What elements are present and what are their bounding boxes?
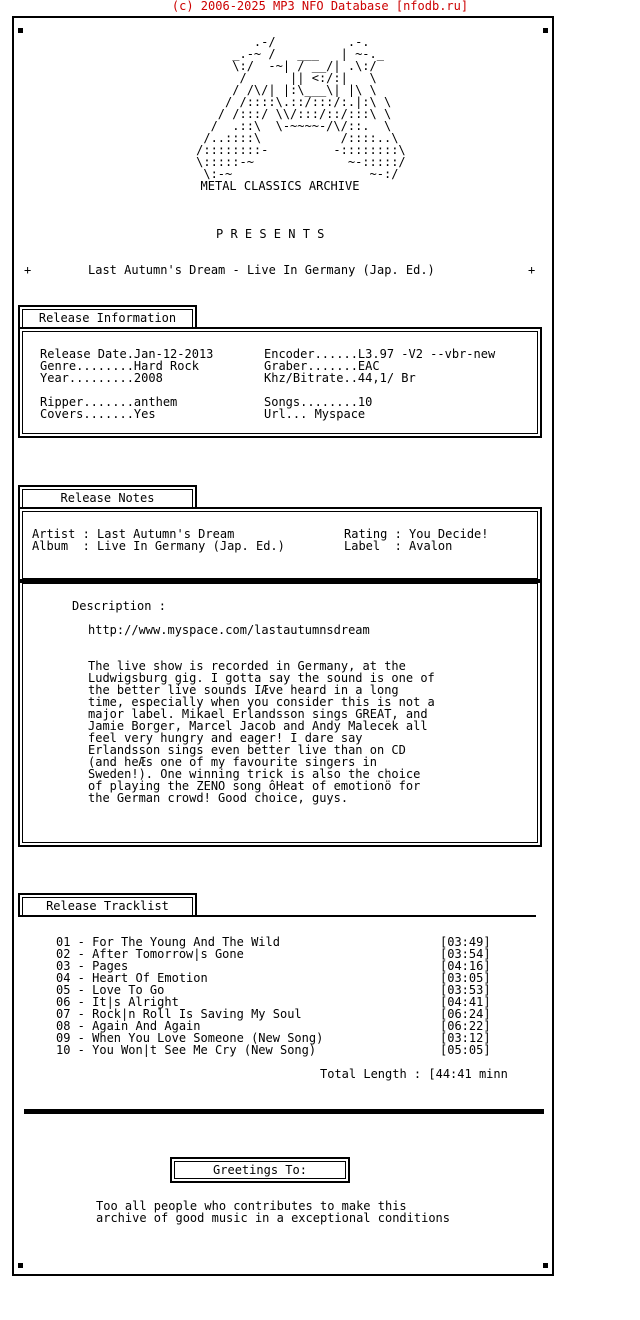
tracklist-tab [18, 893, 197, 917]
greetings-text [96, 1200, 450, 1224]
track-time: [04:41] [440, 995, 491, 1009]
info-line: Graber.......EAC [264, 359, 380, 373]
release-title: Last Autumn's Dream - Live In Germany (Jap. Ed.) [88, 263, 435, 277]
ascii-logo [160, 36, 410, 180]
logo-line: \:-~ ~-:/ [160, 167, 399, 181]
description-line: Jamie Borger, Marcel Jacob and Andy Malecek all [88, 719, 428, 733]
track-time: [03:54] [440, 947, 491, 961]
logo-line: / /:::/ \\/:::/::/:::\ \ [160, 107, 392, 121]
description-line: major label. Mikael Erlandsson sings GREAT, and [88, 707, 428, 721]
section-divider [24, 1109, 544, 1114]
tracklist-tab-label: Release Tracklist [46, 899, 169, 913]
logo-line: /::::::::- -::::::::\ [160, 143, 406, 157]
myspace-link[interactable]: http://www.myspace.com/lastautumnsdream [88, 623, 370, 637]
info-line: Encoder......L3.97 -V2 --vbr-new [264, 347, 496, 361]
track-title: 01 - For The Young And The Wild [56, 935, 280, 949]
logo-line: .-/ .-. [160, 35, 370, 49]
logo-line: _.-~ / ___ | ~-._ [160, 47, 384, 61]
track-title: 06 - It|s Alright [56, 995, 179, 1009]
release-info-tab-label: Release Information [38, 311, 177, 325]
greetings-line: Too all people who contributes to make this [96, 1199, 407, 1213]
release-notes-tab-label: Release Notes [60, 491, 155, 505]
description-line: of playing the ZENO song ôHeat of emotionö for [88, 779, 421, 793]
track-title: 05 - Love To Go [56, 983, 165, 997]
track-times [440, 936, 491, 1056]
description-line: Ludwigsburg gig. I gotta say the sound is one of [88, 671, 435, 685]
logo-caption: METAL CLASSICS ARCHIVE [200, 179, 360, 193]
description-line: Sweden!). One winning trick is also the choice [88, 767, 421, 781]
description-line: feel very hungry and eager! I dare say [88, 731, 363, 745]
track-time: [03:05] [440, 971, 491, 985]
logo-line: / || <:/:| \ [160, 71, 377, 85]
description-line: The live show is recorded in Germany, at the [88, 659, 406, 673]
track-title: 08 - Again And Again [56, 1019, 201, 1033]
info-line: Ripper.......anthem [40, 395, 178, 409]
presents-heading: P R E S E N T S [216, 227, 325, 241]
track-title: 07 - Rock|n Roll Is Saving My Soul [56, 1007, 302, 1021]
track-title: 02 - After Tomorrow|s Gone [56, 947, 244, 961]
notes-line: Label : Avalon [344, 539, 453, 553]
tracklist-rule [196, 915, 536, 917]
description-text [88, 660, 435, 804]
description-line: the German crowd! Good choice, guys. [88, 791, 349, 805]
logo-line: \:::::-~ ~-:::::/ [160, 155, 406, 169]
greetings-line: archive of good music in a exceptional conditions [96, 1211, 451, 1225]
total-length: Total Length : [44:41 minn [320, 1067, 508, 1081]
notes-line: Artist : Last Autumn's Dream [32, 527, 235, 541]
title-marker-left: + [24, 263, 32, 277]
info-line: Khz/Bitrate..44,1/ Br [264, 371, 416, 385]
info-line: Covers.......Yes [40, 407, 156, 421]
info-line: Songs........10 [264, 395, 373, 409]
release-notes-tab [18, 485, 197, 509]
description-line: Erlandsson sings even better live than on CD [88, 743, 406, 757]
release-info-tab [18, 305, 197, 329]
release-info-right [264, 348, 495, 420]
info-line: Year.........2008 [40, 371, 163, 385]
track-time: [06:22] [440, 1019, 491, 1033]
track-title: 10 - You Won|t See Me Cry (New Song) [56, 1043, 317, 1057]
track-title: 04 - Heart Of Emotion [56, 971, 208, 985]
track-title: 09 - When You Love Someone (New Song) [56, 1031, 324, 1045]
corner-dot [543, 1263, 548, 1268]
corner-dot [18, 1263, 23, 1268]
description-label: Description : [72, 599, 166, 613]
logo-line: /..::::\ /::::..\ [160, 131, 399, 145]
notes-line: Rating : You Decide! [344, 527, 489, 541]
release-notes-left [32, 528, 285, 552]
info-line: Release Date.Jan-12-2013 [40, 347, 214, 361]
track-time: [03:12] [440, 1031, 491, 1045]
description-line: the better live sounds IÆve heard in a long [88, 683, 399, 697]
track-titles [56, 936, 323, 1056]
logo-line: / /\/| |:\___\| |\ \ [160, 83, 377, 97]
logo-line: / .::\ \-~~~~-/\/::. \ [160, 119, 392, 133]
logo-line: \:/ -~| / __/| .\:/ [160, 59, 377, 73]
track-time: [06:24] [440, 1007, 491, 1021]
title-marker-right: + [528, 263, 536, 277]
site-banner: (c) 2006-2025 MP3 NFO Database [nfodb.ru] [171, 0, 469, 13]
greetings-label: Greetings To: [213, 1163, 307, 1177]
track-time: [03:49] [440, 935, 491, 949]
corner-dot [18, 28, 23, 33]
release-info-left [40, 348, 213, 420]
info-line: Genre........Hard Rock [40, 359, 199, 373]
track-time: [04:16] [440, 959, 491, 973]
track-title: 03 - Pages [56, 959, 129, 973]
description-line: (and heÆs one of my favourite singers in [88, 755, 377, 769]
corner-dot [543, 28, 548, 33]
notes-line: Album : Live In Germany (Jap. Ed.) [32, 539, 285, 553]
track-time: [05:05] [440, 1043, 491, 1057]
logo-line: / /::::\.::/:::/:.|:\ \ [160, 95, 392, 109]
description-line: time, especially when you consider this is not a [88, 695, 435, 709]
track-time: [03:53] [440, 983, 491, 997]
release-notes-right [344, 528, 489, 552]
info-line: Url... Myspace [264, 407, 366, 421]
